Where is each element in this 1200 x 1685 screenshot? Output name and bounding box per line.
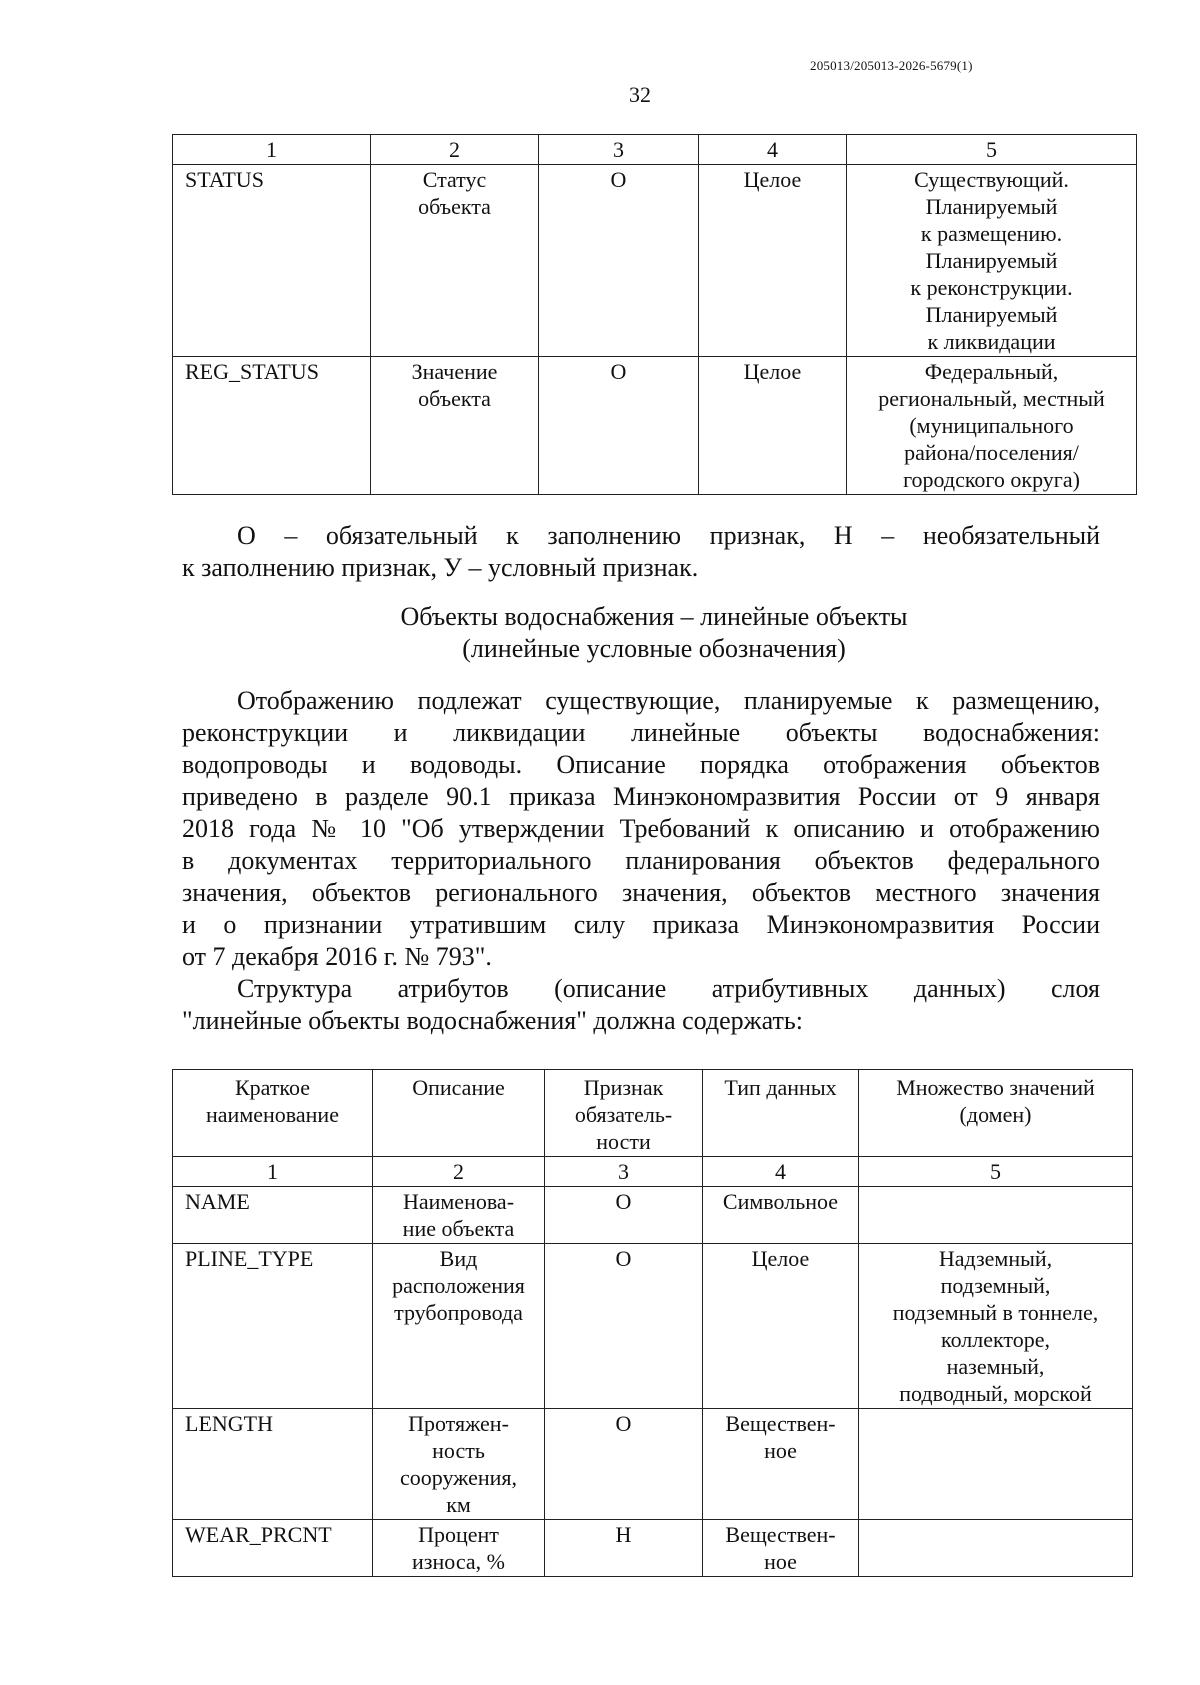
text-line: Признак	[583, 1075, 664, 1100]
text-line: района/поселения/	[904, 440, 1079, 465]
column-number: 5	[847, 135, 1137, 165]
cell-required-sign: О	[539, 357, 699, 495]
text-line: к размещению.	[920, 221, 1063, 246]
paragraph-line: 2018 года № 10 "Об утверждении Требований к описанию и отображению	[182, 814, 1100, 843]
text-line: Планируемый	[925, 248, 1058, 273]
text-line: к ликвидации	[927, 329, 1056, 354]
cell-value-domain	[847, 357, 1137, 495]
text-line: Множество значений	[896, 1075, 1095, 1100]
document-registration-code: 205013/205013-2026-5679(1)	[810, 58, 973, 73]
table-row-wear-prcnt	[173, 1520, 1133, 1577]
text-line: сооружения,	[399, 1465, 518, 1490]
text-line: износа, %	[412, 1549, 505, 1574]
table-row-length	[173, 1409, 1133, 1520]
text-line: Тип данных	[724, 1075, 837, 1100]
cell-value-domain	[847, 165, 1137, 357]
text-line: к реконструкции.	[910, 275, 1073, 300]
column-number: 3	[539, 135, 699, 165]
cell-attribute-name: STATUS	[173, 165, 371, 357]
text-line: (домен)	[959, 1102, 1032, 1127]
note-line: к заполнению признак, У – условный признак.	[182, 553, 699, 582]
cell-description	[371, 357, 539, 495]
text-line: расположения	[392, 1273, 525, 1298]
column-number: 2	[373, 1157, 545, 1187]
cell-required-sign: Н	[545, 1520, 703, 1577]
table-row-reg-status	[173, 357, 1137, 495]
text-line: объекта	[418, 386, 491, 411]
column-number: 5	[859, 1157, 1133, 1187]
cell-attribute-name: NAME	[173, 1187, 373, 1244]
cell-data-type	[703, 1187, 859, 1244]
section-heading	[172, 601, 1136, 665]
table-row-name	[173, 1187, 1133, 1244]
text-line: Вид	[439, 1246, 478, 1271]
cell-description	[371, 165, 539, 357]
header-short-name	[173, 1070, 373, 1157]
cell-required-sign: О	[545, 1409, 703, 1520]
paragraph-line: реконструкции и ликвидации линейные объекты водоснабжения:	[182, 718, 1100, 747]
note-line: О – обязательный к заполнению признак, Н – необязательный	[237, 521, 1100, 550]
text-line: Наименова-	[402, 1189, 515, 1214]
table-row-status	[173, 165, 1137, 357]
cell-data-type: Целое	[699, 357, 847, 495]
text-line: объекта	[418, 194, 491, 219]
paragraph-line: водопроводы и водоводы. Описание порядка отображения объектов	[182, 750, 1100, 779]
header-required-sign	[545, 1070, 703, 1157]
text-line: Веществен-	[725, 1411, 836, 1436]
header-data-type	[703, 1070, 859, 1157]
cell-attribute-name: WEAR_PRCNT	[173, 1520, 373, 1577]
cell-attribute-name: LENGTH	[173, 1409, 373, 1520]
table-header-row	[173, 1070, 1133, 1157]
cell-attribute-name: REG_STATUS	[173, 357, 371, 495]
text-line: (муниципального	[909, 413, 1074, 438]
cell-data-type	[703, 1409, 859, 1520]
cell-data-type	[703, 1520, 859, 1577]
section-heading-line: Объекты водоснабжения – линейные объекты	[400, 602, 908, 631]
table-row-pline-type	[173, 1244, 1133, 1409]
cell-description	[373, 1187, 545, 1244]
text-line: Планируемый	[925, 194, 1058, 219]
text-line: Целое	[751, 1246, 810, 1271]
paragraph-line: значения, объектов регионального значения, объектов местного значения	[182, 878, 1100, 907]
text-line: ность	[432, 1438, 485, 1463]
paragraph-line: в документах территориального планирования объектов федерального	[182, 846, 1100, 875]
cell-value-domain	[859, 1409, 1133, 1520]
text-line: Значение	[411, 359, 498, 384]
text-line: ности	[596, 1129, 651, 1154]
cell-description	[373, 1520, 545, 1577]
text-line: Описание	[412, 1075, 505, 1100]
text-line: обязатель-	[574, 1102, 673, 1127]
cell-required-sign: О	[539, 165, 699, 357]
paragraph-line: "линейные объекты водоснабжения" должна содержать:	[182, 1006, 803, 1035]
attributes-table-continued	[172, 134, 1137, 495]
text-line: Планируемый	[925, 302, 1058, 327]
text-line: Надземный,	[938, 1246, 1053, 1271]
column-number: 1	[173, 1157, 373, 1187]
column-number: 4	[703, 1157, 859, 1187]
text-line: Процент	[418, 1522, 499, 1547]
text-line: Символьное	[722, 1189, 839, 1214]
paragraph-line: от 7 декабря 2016 г. № 793".	[182, 942, 492, 971]
paragraph-line: Отображению подлежат существующие, планируемые к размещению,	[237, 686, 1100, 715]
cell-value-domain	[859, 1187, 1133, 1244]
paragraph-attribute-structure	[182, 973, 1100, 1037]
text-line: Веществен-	[725, 1522, 836, 1547]
column-number-row	[173, 135, 1137, 165]
column-number: 3	[545, 1157, 703, 1187]
text-line: подводный, морской	[899, 1381, 1092, 1406]
paragraph-line: приведено в разделе 90.1 приказа Минэкономразвития России от 9 января	[182, 782, 1100, 811]
paragraph-display-rules	[182, 685, 1100, 973]
cell-description	[373, 1409, 545, 1520]
water-supply-attributes-table	[172, 1069, 1133, 1577]
text-line: Существующий.	[914, 167, 1069, 192]
text-line: наименование	[206, 1102, 339, 1127]
legend-note	[182, 520, 1100, 584]
text-line: трубопровода	[394, 1300, 523, 1325]
text-line: Протяжен-	[408, 1411, 509, 1436]
text-line: наземный,	[946, 1354, 1045, 1379]
text-line: Краткое	[234, 1075, 311, 1100]
text-line: Федеральный,	[924, 359, 1059, 384]
cell-data-type: Целое	[699, 165, 847, 357]
cell-attribute-name: PLINE_TYPE	[173, 1244, 373, 1409]
cell-required-sign: О	[545, 1187, 703, 1244]
text-line: подземный,	[940, 1273, 1051, 1298]
text-line: региональный, местный	[878, 386, 1105, 411]
text-line: км	[446, 1492, 471, 1517]
header-value-domain	[859, 1070, 1133, 1157]
text-line: ние объекта	[402, 1216, 515, 1241]
cell-required-sign: О	[545, 1244, 703, 1409]
cell-data-type	[703, 1244, 859, 1409]
column-number: 1	[173, 135, 371, 165]
paragraph-line: Структура атрибутов (описание атрибутивных данных) слоя	[237, 974, 1100, 1003]
section-heading-line: (линейные условные обозначения)	[462, 634, 846, 663]
text-line: ное	[764, 1549, 797, 1574]
text-line: городского округа)	[903, 467, 1080, 492]
text-line: коллекторе,	[941, 1327, 1050, 1352]
text-line: подземный в тоннеле,	[892, 1300, 1099, 1325]
column-number: 2	[371, 135, 539, 165]
paragraph-line: и о признании утратившим силу приказа Минэкономразвития России	[182, 910, 1100, 939]
column-number: 4	[699, 135, 847, 165]
page-number: 32	[629, 82, 651, 107]
cell-description	[373, 1244, 545, 1409]
column-number-row	[173, 1157, 1133, 1187]
text-line: ное	[764, 1438, 797, 1463]
text-line: Статус	[422, 167, 487, 192]
cell-value-domain	[859, 1244, 1133, 1409]
header-description	[373, 1070, 545, 1157]
cell-value-domain	[859, 1520, 1133, 1577]
